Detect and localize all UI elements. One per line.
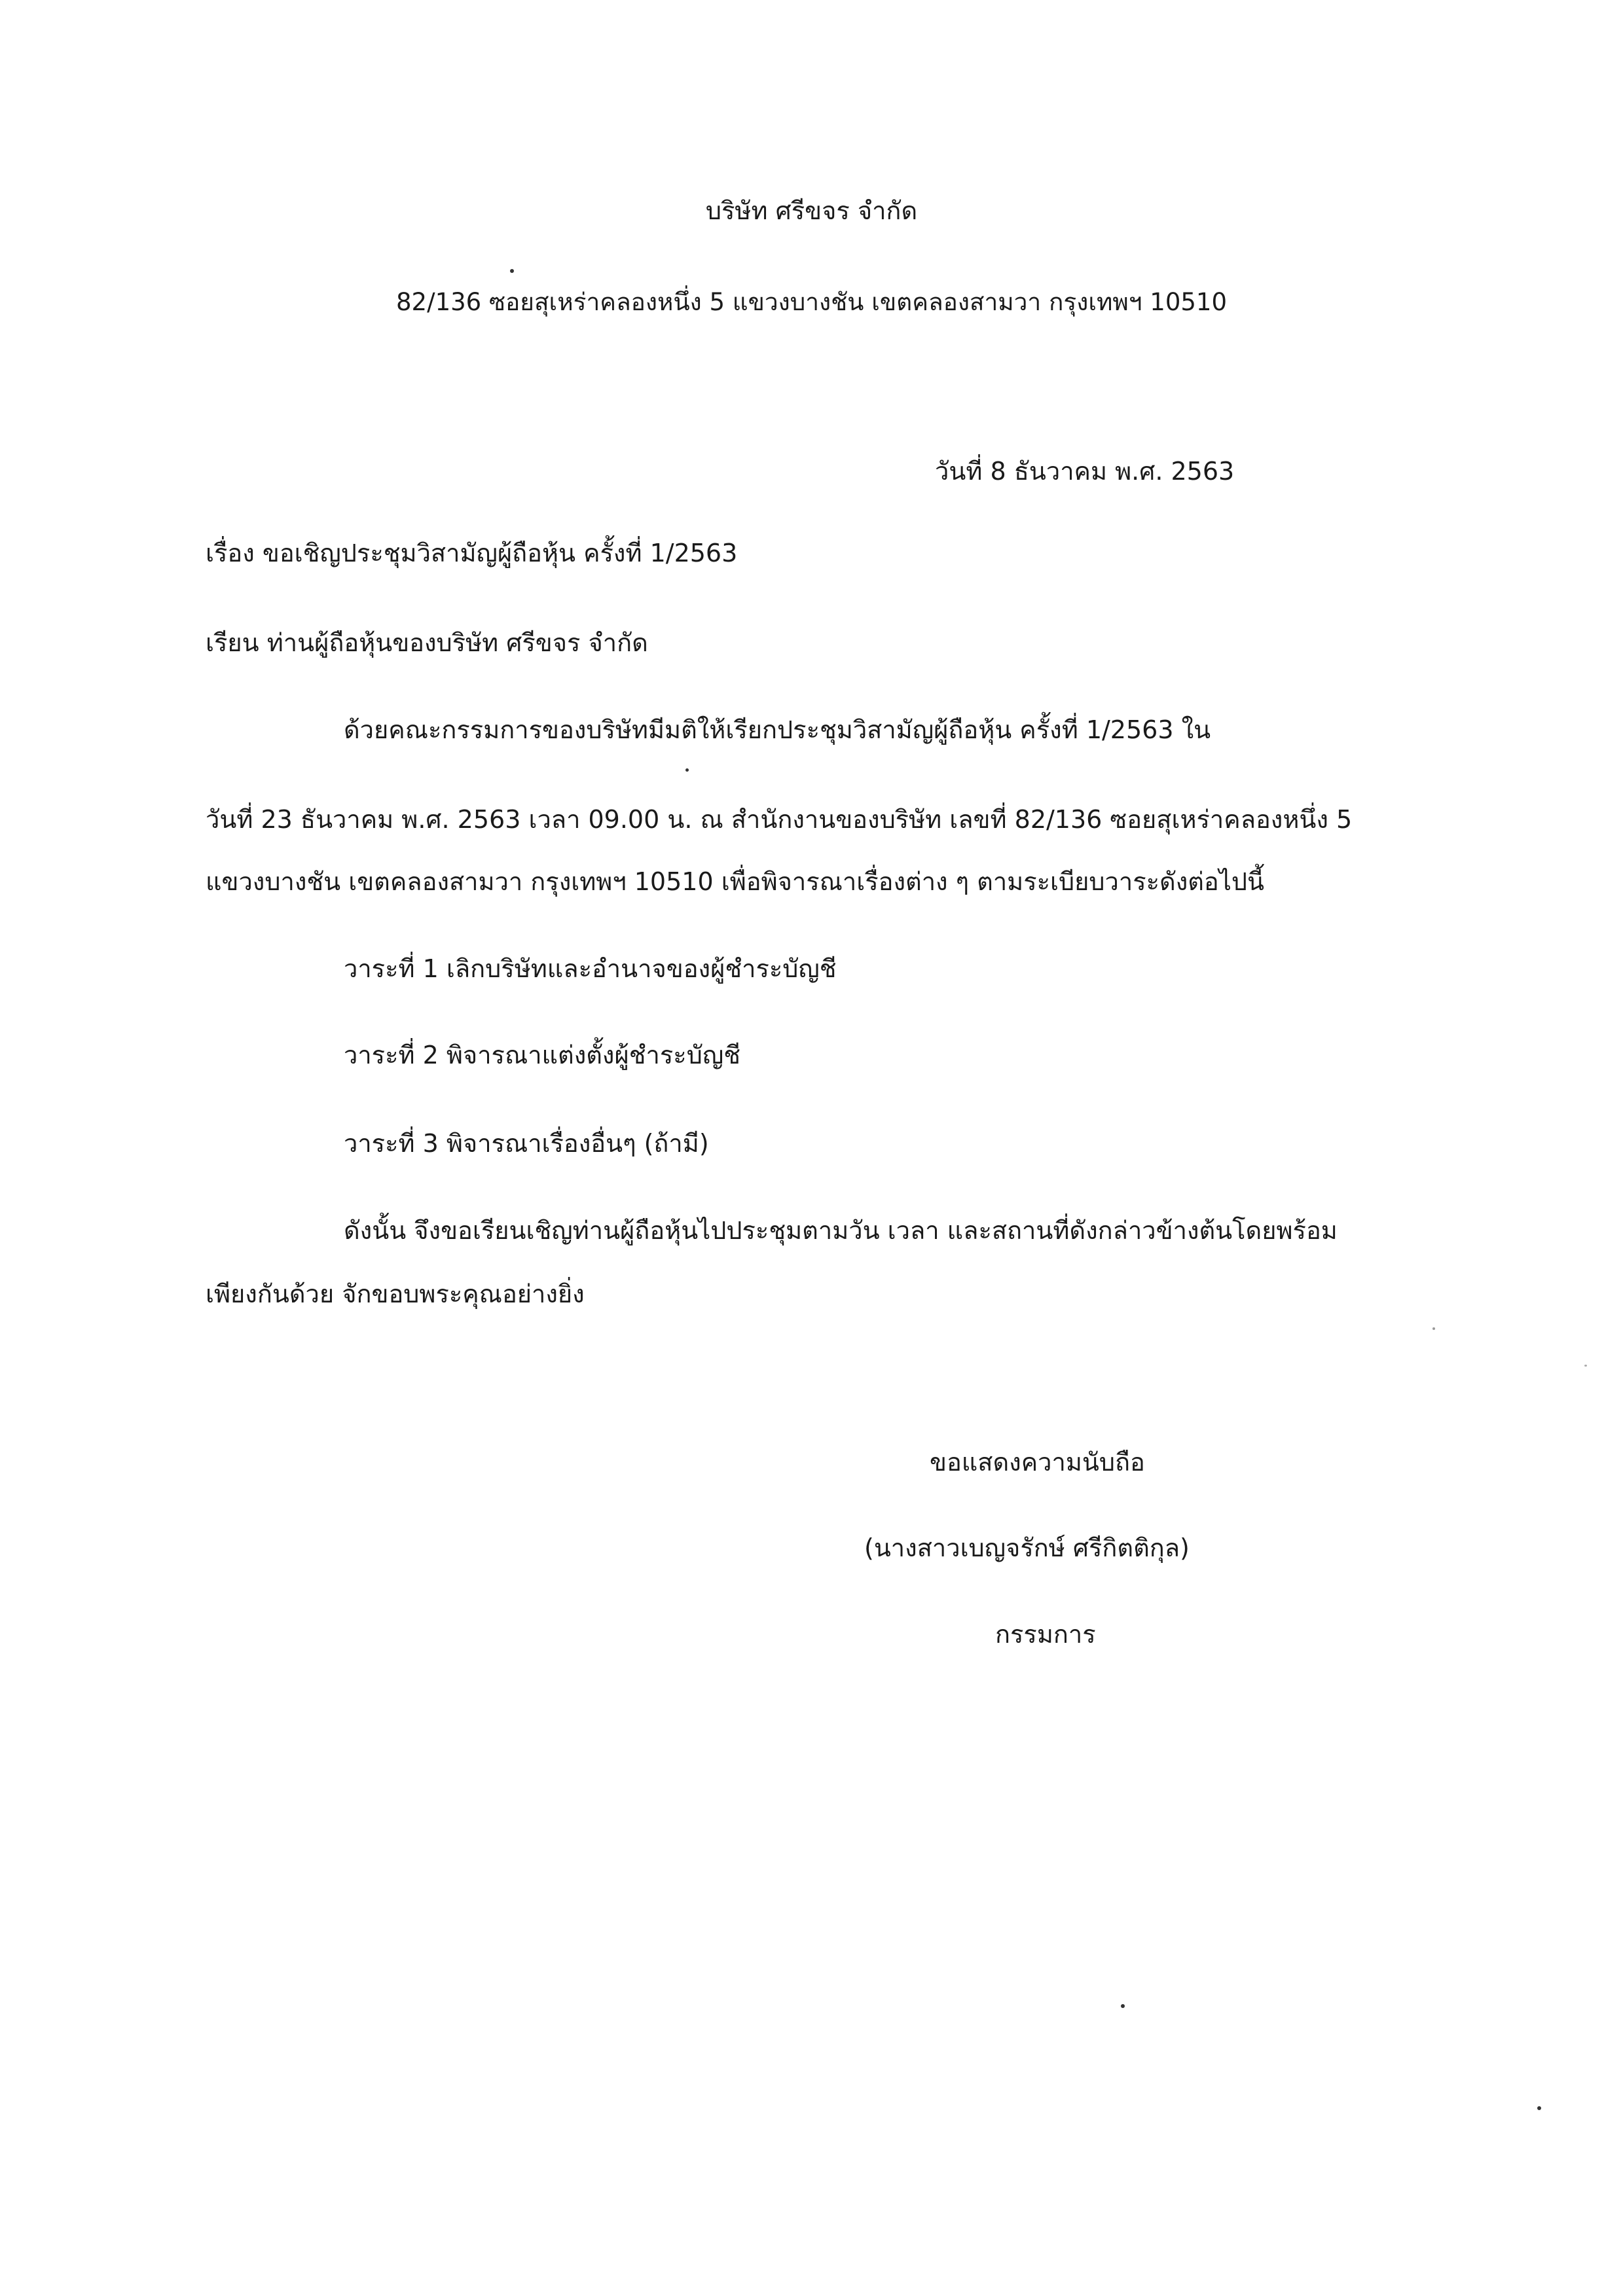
scan-speck [1537, 2106, 1541, 2110]
body-paragraph-1-line-2: วันที่ 23 ธันวาคม พ.ศ. 2563 เวลา 09.00 น. ณ สำนักงานของบริษัท เลขที่ 82/136 ซอยสุเหร่าคลองหนึ่ง 5 [206, 805, 1353, 834]
agenda-item-1: วาระที่ 1 เลิกบริษัทและอำนาจของผู้ชำระบัญชี [344, 954, 837, 983]
scan-speck [1584, 1365, 1587, 1367]
closing-salutation: ขอแสดงความนับถือ [930, 1448, 1145, 1477]
letter-date: วันที่ 8 ธันวาคม พ.ศ. 2563 [935, 457, 1235, 486]
scan-speck [685, 768, 689, 772]
scan-speck [1121, 2004, 1125, 2008]
body-paragraph-2-line-1: ดังนั้น จึงขอเรียนเชิญท่านผู้ถือหุ้นไปประชุมตามวัน เวลา และสถานที่ดังกล่าวข้างต้นโดยพร้อม [344, 1216, 1338, 1245]
letter-subject: เรื่อง ขอเชิญประชุมวิสามัญผู้ถือหุ้น ครั้งที่ 1/2563 [206, 539, 738, 567]
body-paragraph-2-line-2: เพียงกันด้วย จักขอบพระคุณอย่างยิ่ง [206, 1280, 585, 1308]
body-paragraph-1-line-3: แขวงบางชัน เขตคลองสามวา กรุงเทพฯ 10510 เพื่อพิจารณาเรื่องต่าง ๆ ตามระเบียบวาระดังต่อไปนี้ [206, 867, 1264, 896]
signer-title: กรรมการ [995, 1620, 1096, 1649]
letter-recipient: เรียน ท่านผู้ถือหุ้นของบริษัท ศรีขจร จำกัด [206, 628, 648, 657]
signer-name: (นางสาวเบญจรักษ์ ศรีกิตติกุล) [864, 1534, 1190, 1562]
scan-speck [1432, 1327, 1435, 1330]
scan-speck [510, 269, 514, 273]
company-address: 82/136 ซอยสุเหร่าคลองหนึ่ง 5 แขวงบางชัน เขตคลองสามวา กรุงเทพฯ 10510 [396, 288, 1227, 316]
agenda-item-2: วาระที่ 2 พิจารณาแต่งตั้งผู้ชำระบัญชี [344, 1041, 740, 1069]
agenda-item-3: วาระที่ 3 พิจารณาเรื่องอื่นๆ (ถ้ามี) [344, 1129, 709, 1158]
body-paragraph-1-line-1: ด้วยคณะกรรมการของบริษัทมีมติให้เรียกประชุมวิสามัญผู้ถือหุ้น ครั้งที่ 1/2563 ใน [344, 715, 1211, 744]
company-name: บริษัท ศรีขจร จำกัด [705, 196, 918, 225]
